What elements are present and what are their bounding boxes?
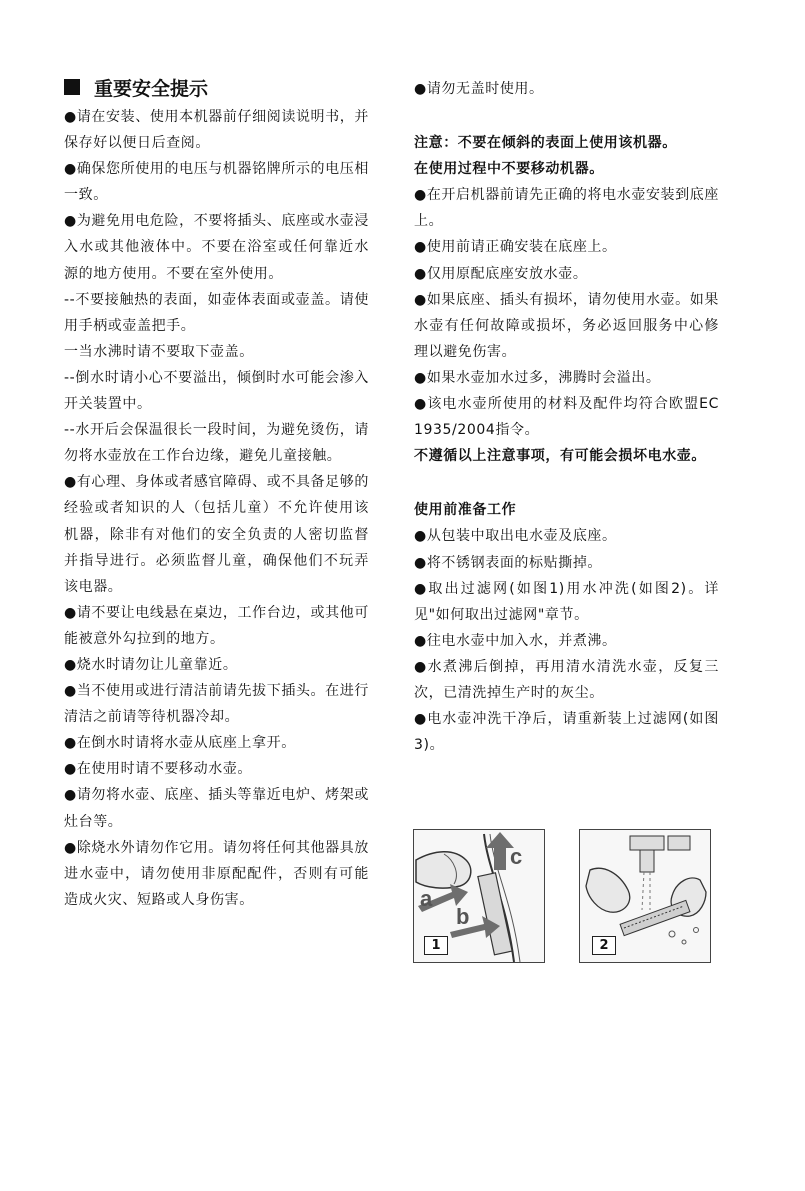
caution-item: ●仅用原配底座安放水壶。 — [414, 265, 588, 282]
prep-item: ●取出过滤网(如图1)用水冲洗(如图2)。详见"如何取出过滤网"章节。 — [414, 580, 719, 623]
prep-item: ●从包装中取出电水壶及底座。 — [414, 528, 617, 545]
figures-row — [413, 829, 713, 965]
safety-item: ●烧水时请勿让儿童靠近。 — [64, 656, 238, 673]
damage-warning: 不遵循以上注意事项，有可能会损坏电水壶。 — [414, 448, 706, 465]
safety-item: --倒水时请小心不要溢出，倾倒时水可能会渗入开关装置中。 — [64, 369, 369, 413]
safety-item: ●请在安装、使用本机器前仔细阅读说明书，并保存好以便日后查阅。 — [64, 109, 369, 152]
arrow-label-a: a — [420, 886, 433, 911]
prep-item: ●水煮沸后倒掉，再用清水清洗水壶，反复三次，已清洗掉生产时的灰尘。 — [414, 658, 719, 701]
safety-item: ●在使用时请不要移动水壶。 — [64, 761, 253, 778]
safety-item: ●有心理、身体或者感官障碍、或不具备足够的经验或者知识的人（包括儿童）不允许使用该机器，除非有对他们的安全负责的人密切监督并指导进行。必须监督儿童，确保他们不玩弄该电器。 — [64, 474, 369, 595]
safety-item: --不要接触热的表面，如壶体表面或壶盖。请使用手柄或壶盖把手。 — [64, 291, 369, 334]
safety-item: ●请不要让电线悬在桌边，工作台边，或其他可能被意外勾拉到的地方。 — [64, 604, 369, 647]
safety-item: ●当不使用或进行清洁前请先拔下插头。在进行清洁之前请等待机器冷却。 — [64, 683, 369, 726]
right-column — [414, 76, 719, 758]
caution-item: ●在开启机器前请先正确的将电水壶安装到底座上。 — [414, 187, 719, 230]
caution-item: ●如果底座、插头有损坏，请勿使用水壶。如果水壶有任何故障或损坏，务必返回服务中心修理以避免伤害。 — [414, 291, 719, 360]
caution-item: ●使用前请正确安装在底座上。 — [414, 239, 617, 256]
figure-number: 1 — [424, 936, 448, 955]
safety-item: ●为避免用电危险，不要将插头、底座或水壶浸入水或其他液体中。不要在浴室或任何靠近水源的地方使用。不要在室外使用。 — [64, 213, 369, 282]
prep-section-title: 使用前准备工作 — [414, 502, 517, 519]
caution-item: ●如果水壶加水过多，沸腾时会溢出。 — [414, 369, 661, 386]
section-title-text: 重要安全提示 — [94, 77, 209, 100]
caution-item: ●该电水壶所使用的材料及配件均符合欧盟EC 1935/2004指令。 — [414, 396, 719, 439]
arrow-label-b: b — [456, 904, 470, 929]
prep-item: ●电水壶冲洗干净后，请重新装上过滤网(如图3)。 — [414, 711, 719, 754]
no-lid-item: ●请勿无盖时使用。 — [414, 81, 544, 97]
prep-item: ●往电水壶中加入水，并煮沸。 — [414, 632, 617, 649]
caution-line: 在使用过程中不要移动机器。 — [414, 161, 604, 178]
figure-1-remove-filter — [413, 829, 545, 963]
safety-item: --水开后会保温很长一段时间，为避免烫伤，请勿将水壶放在工作台边缘，避免儿童接触。 — [64, 422, 369, 465]
arrow-label-c: c — [510, 844, 523, 869]
safety-item: ●确保您所使用的电压与机器铭牌所示的电压相一致。 — [64, 161, 369, 204]
prep-item: ●将不锈钢表面的标贴撕掉。 — [414, 554, 603, 571]
figure-number: 2 — [592, 936, 616, 955]
safety-item: ●在倒水时请将水壶从底座上拿开。 — [64, 735, 296, 752]
caution-line: 注意：不要在倾斜的表面上使用该机器。 — [414, 135, 677, 152]
left-column — [64, 70, 369, 913]
safety-item: ●除烧水外请勿作它用。请勿将任何其他器具放进水壶中，请勿使用非原配配件，否则有可能造成火灾、短路或人身伤害。 — [64, 839, 369, 908]
section-title-safety — [64, 70, 369, 104]
figure-2-rinse-filter — [579, 829, 711, 963]
square-bullet-icon — [64, 79, 80, 95]
safety-item: ●请勿将水壶、底座、插头等靠近电炉、烤架或灶台等。 — [64, 787, 369, 830]
safety-item: 一当水沸时请不要取下壶盖。 — [64, 343, 254, 360]
